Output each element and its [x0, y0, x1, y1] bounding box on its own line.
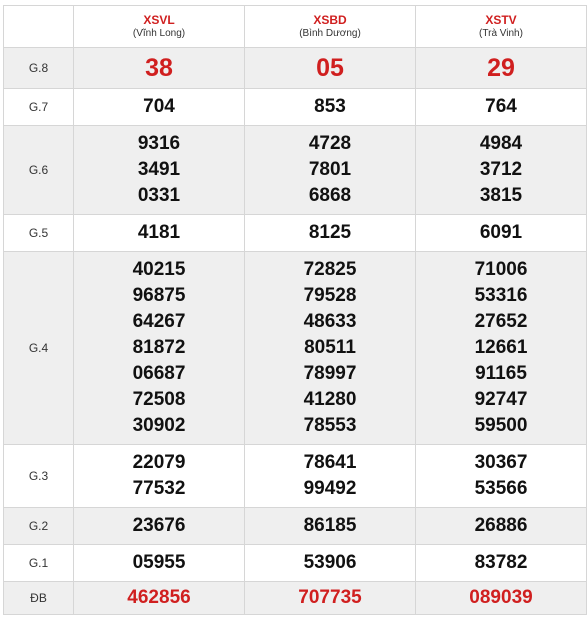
prize-number: 9316	[137, 133, 181, 154]
prize-number: 0331	[137, 185, 181, 206]
province-header-tra-vinh	[416, 6, 587, 48]
prize-label: G.5	[4, 215, 74, 252]
prize-number: 06687	[132, 363, 186, 384]
prize-number: 77532	[132, 478, 186, 499]
prize-number: 80511	[304, 337, 356, 358]
prize-label: ĐB	[4, 582, 74, 615]
prize-cell	[416, 215, 587, 252]
prize-number: 78553	[303, 415, 357, 436]
prize-number: 29	[487, 54, 515, 82]
prize-number: 64267	[132, 311, 186, 332]
prize-label: G.8	[4, 48, 74, 89]
prize-label: G.6	[4, 126, 74, 215]
prize-cell	[245, 445, 416, 508]
prize-row-g3	[4, 445, 587, 508]
prize-cell	[74, 126, 245, 215]
prize-number: 40215	[132, 259, 186, 280]
province-header-vinh-long	[74, 6, 245, 48]
header-row	[4, 6, 587, 48]
prize-number: 79528	[303, 285, 357, 306]
prize-number: 86185	[303, 515, 357, 536]
prize-number: 707735	[298, 587, 362, 608]
prize-cell	[245, 582, 416, 615]
prize-number: 59500	[474, 415, 528, 436]
prize-cell	[245, 48, 416, 89]
prize-cell	[74, 582, 245, 615]
prize-number: 23676	[132, 515, 186, 536]
prize-cell	[416, 89, 587, 126]
province-header-binh-duong	[245, 6, 416, 48]
prize-cell	[74, 508, 245, 545]
prize-cell	[416, 445, 587, 508]
prize-cell	[416, 545, 587, 582]
prize-number: 99492	[303, 478, 357, 499]
prize-row-g4	[4, 252, 587, 445]
prize-number: 72508	[132, 389, 186, 410]
prize-number: 22079	[132, 452, 186, 473]
prize-number: 41280	[303, 389, 357, 410]
prize-number: 704	[143, 96, 175, 117]
prize-number: 7801	[308, 159, 352, 180]
prize-number: 6091	[479, 222, 523, 243]
prize-number: 48633	[303, 311, 357, 332]
prize-number: 30902	[132, 415, 186, 436]
prize-cell	[74, 89, 245, 126]
prize-number: 53906	[303, 552, 357, 573]
prize-cell	[245, 126, 416, 215]
prize-number: 853	[314, 96, 346, 117]
prize-number: 92747	[474, 389, 528, 410]
header-corner	[4, 6, 74, 48]
prize-number: 83782	[474, 552, 528, 573]
prize-number: 8125	[308, 222, 352, 243]
prize-cell	[74, 545, 245, 582]
province-name: (Vĩnh Long)	[132, 28, 186, 39]
prize-number: 764	[485, 96, 517, 117]
province-name: (Bình Dương)	[299, 28, 361, 39]
prize-cell	[416, 126, 587, 215]
lottery-results-table	[3, 5, 587, 615]
prize-row-g8	[4, 48, 587, 89]
prize-label: G.1	[4, 545, 74, 582]
prize-label: G.4	[4, 252, 74, 445]
prize-number: 78641	[303, 452, 357, 473]
prize-number: 30367	[474, 452, 528, 473]
prize-number: 53316	[474, 285, 528, 306]
prize-cell	[245, 252, 416, 445]
prize-cell	[416, 48, 587, 89]
prize-number: 462856	[127, 587, 191, 608]
prize-row-g2	[4, 508, 587, 545]
prize-row-g1	[4, 545, 587, 582]
prize-cell	[416, 582, 587, 615]
prize-number: 38	[145, 54, 173, 82]
prize-cell	[245, 545, 416, 582]
prize-row-g5	[4, 215, 587, 252]
prize-cell	[245, 89, 416, 126]
province-code: XSVL	[143, 13, 175, 27]
province-code: XSBD	[313, 13, 347, 27]
prize-number: 26886	[474, 515, 528, 536]
prize-cell	[416, 508, 587, 545]
province-name: (Trà Vinh)	[479, 28, 523, 39]
prize-number: 12661	[474, 337, 528, 358]
prize-number: 27652	[474, 311, 528, 332]
prize-number: 3491	[137, 159, 181, 180]
prize-number: 4728	[308, 133, 352, 154]
prize-number: 91165	[475, 363, 527, 384]
prize-number: 72825	[303, 259, 357, 280]
prize-row-g7	[4, 89, 587, 126]
province-code: XSTV	[485, 13, 517, 27]
prize-number: 05	[316, 54, 344, 82]
prize-number: 4984	[479, 133, 523, 154]
prize-cell	[74, 445, 245, 508]
prize-number: 05955	[132, 552, 186, 573]
prize-label: G.3	[4, 445, 74, 508]
prize-number: 6868	[308, 185, 352, 206]
prize-number: 53566	[474, 478, 528, 499]
prize-number: 3712	[479, 159, 523, 180]
prize-cell	[74, 215, 245, 252]
prize-number: 81872	[132, 337, 186, 358]
prize-row-g6	[4, 126, 587, 215]
prize-row-special	[4, 582, 587, 615]
prize-label: G.7	[4, 89, 74, 126]
prize-number: 4181	[137, 222, 181, 243]
prize-number: 3815	[479, 185, 523, 206]
prize-number: 089039	[469, 587, 533, 608]
prize-cell	[416, 252, 587, 445]
prize-cell	[245, 215, 416, 252]
prize-cell	[74, 252, 245, 445]
prize-cell	[245, 508, 416, 545]
prize-cell	[74, 48, 245, 89]
prize-number: 96875	[132, 285, 186, 306]
prize-label: G.2	[4, 508, 74, 545]
prize-number: 71006	[474, 259, 528, 280]
prize-number: 78997	[303, 363, 357, 384]
